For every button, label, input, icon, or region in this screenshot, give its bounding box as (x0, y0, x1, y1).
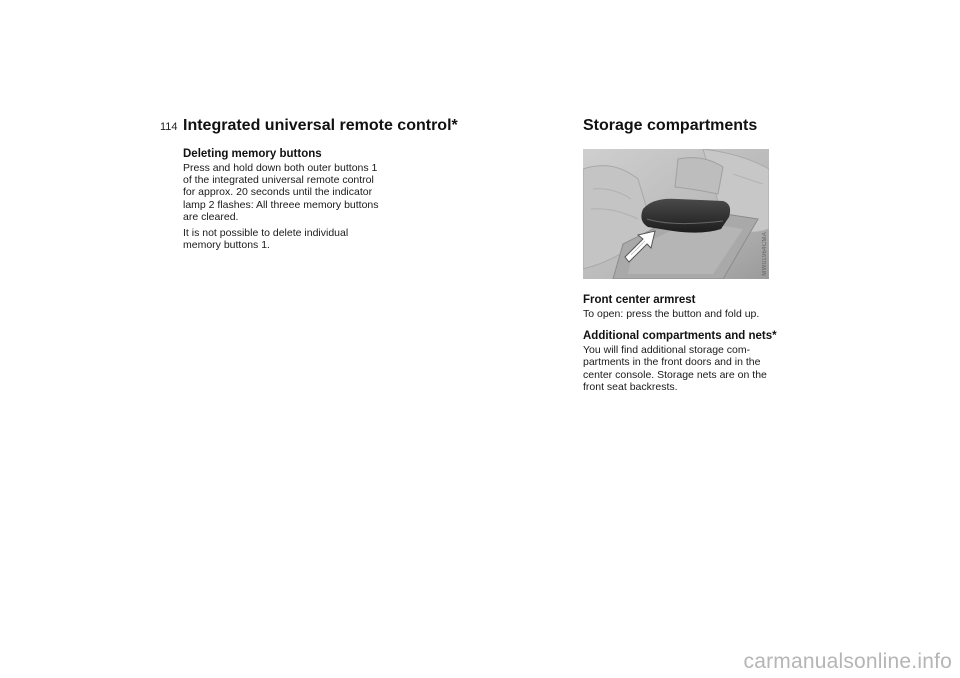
paragraph-armrest: To open: press the button and fold up. (583, 308, 760, 320)
page-number: 114 (160, 121, 178, 133)
subheading-additional-compartments: Additional compartments and nets* (583, 330, 777, 343)
section-title-storage: Storage compartments (583, 117, 758, 134)
left-column (183, 115, 483, 255)
armrest-illustration (583, 149, 769, 279)
paragraph-additional-compartments: You will find additional storage com-partments in the front doors and in the center console. Storage nets are on the front seat backrests. (583, 344, 767, 393)
right-column (583, 115, 783, 397)
subheading-front-center-armrest: Front center armrest (583, 294, 696, 306)
subheading-deleting-memory-buttons: Deleting memory buttons (183, 148, 322, 160)
armrest-photo (583, 149, 769, 279)
paragraph-delete-instructions: Press and hold down both outer buttons 1 of the integrated universal remote control for approx. 20 seconds until the indicator lamp 2 flashes: All threee memory buttons are cleared. (183, 162, 379, 223)
figure-code: MW01964CMA (762, 232, 768, 276)
section-title-remote-control: Integrated universal remote control* (183, 117, 458, 134)
paragraph-delete-note: It is not possible to delete individual memory buttons 1. (183, 227, 349, 252)
watermark: carmanualsonline.info (743, 650, 952, 673)
